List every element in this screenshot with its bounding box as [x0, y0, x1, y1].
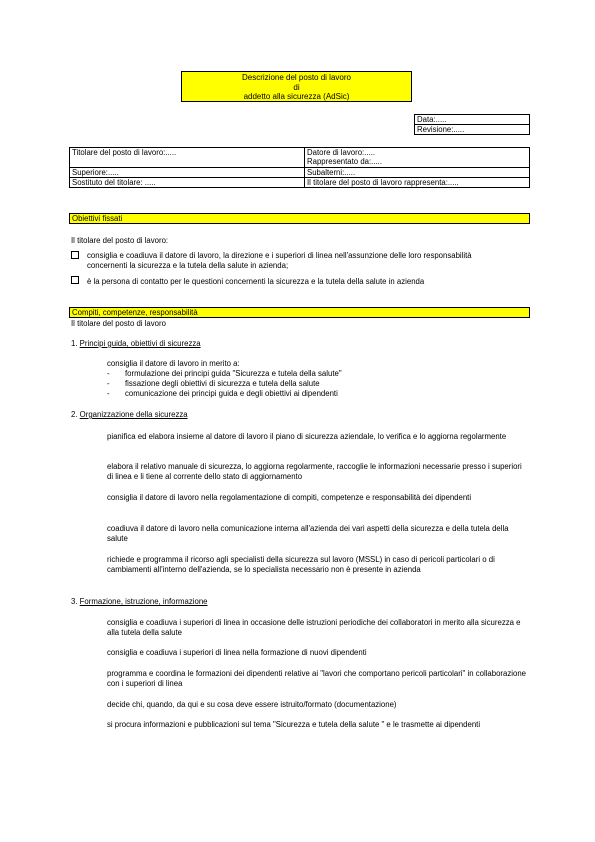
document-title-box: [181, 71, 412, 102]
section-2-heading: [71, 410, 188, 420]
title-line-1: Descrizione del posto di lavoro: [242, 73, 351, 82]
bullet-text: comunicazione dei principi guida e degli obiettivi ai dipendenti: [125, 389, 338, 398]
employer-field: Datore di lavoro:.....: [307, 148, 376, 157]
section-1-heading: [71, 339, 201, 349]
section-2-para-1: pianifica ed elabora insieme al datore di lavoro il piano di sicurezza aziendale, lo verifica e lo aggiorna regolarmente: [107, 432, 507, 441]
substitute-cell[interactable]: Sostituto del titolare: .....: [70, 178, 305, 188]
subordinates-cell[interactable]: Subalterni:.....: [305, 168, 530, 178]
section-1-lead: consiglia il datore di lavoro in merito a:: [107, 359, 240, 368]
bullet-text: formulazione dei principi guida "Sicurezza e tutela della salute": [125, 369, 342, 378]
section-3-number: 3.: [71, 597, 80, 606]
section-2-para-5: richiede e programma il ricorso agli specialisti della sicurezza sul lavoro (MSSL) in caso di pericoli particolari o di cambiamenti all'interno dell'azienda, se lo specialista necessario non è presente in azienda: [107, 555, 495, 574]
section-2-para-2: elabora il relativo manuale di sicurezza, lo aggiorna regolarmente, raccoglie le informazioni necessarie presso i superiori di linea e li tiene al corrente dello stato di aggiornamento: [107, 462, 522, 481]
section-objectives-heading: Obiettivi fissati: [69, 213, 530, 224]
section-1-number: 1.: [71, 339, 80, 348]
section-1-title: Principi guida, obiettivi di sicurezza: [79, 339, 201, 348]
job-info-table: [69, 147, 530, 188]
section-3-para-2: consiglia e coadiuva i superiori di linea nella formazione di nuovi dipendenti: [107, 648, 367, 657]
revision-field[interactable]: Revisione:.....: [415, 125, 530, 135]
superior-cell[interactable]: Superiore:.....: [70, 168, 305, 178]
dash-icon: -: [107, 379, 110, 388]
section-3-heading: [71, 597, 208, 607]
bullet-text: fissazione degli obiettivi di sicurezza e tutela della salute: [125, 379, 320, 388]
represented-field: Rappresentato da:.....: [307, 157, 382, 166]
checkbox-icon[interactable]: [71, 251, 79, 259]
section-1-bullet-3: [107, 389, 338, 399]
represents-cell[interactable]: Il titolare del posto di lavoro rappresenta:.....: [305, 178, 530, 188]
section-2-para-3: consiglia il datore di lavoro nella regolamentazione di compiti, competenze e responsabilità dei dipendenti: [107, 493, 472, 502]
section-2-title: Organizzazione della sicurezza: [79, 410, 188, 419]
title-line-3: addetto alla sicurezza (AdSic): [243, 92, 350, 101]
employer-cell[interactable]: [305, 148, 530, 168]
tasks-intro: Il titolare del posto di lavoro: [71, 319, 166, 328]
objectives-intro: Il titolare del posto di lavoro:: [71, 236, 169, 245]
section-3-para-1: consiglia e coadiuva i superiori di linea in occasione delle istruzioni periodiche dei collaboratori in merito alla sicurezza e alla tutela della salute: [107, 618, 521, 637]
holder-cell[interactable]: Titolare del posto di lavoro:.....: [70, 148, 305, 168]
objective-item-2: [71, 276, 541, 287]
date-revision-box: [414, 114, 530, 135]
checkbox-icon[interactable]: [71, 276, 79, 284]
section-1-bullet-1: [107, 369, 342, 379]
section-2-number: 2.: [71, 410, 80, 419]
dash-icon: -: [107, 389, 110, 398]
section-tasks-heading: Compiti, competenze, responsabilità: [69, 307, 530, 318]
objective-text-2: è la persona di contatto per le questioni concernenti la sicurezza e la tutela della salute in azienda: [87, 277, 425, 286]
section-3-para-4: decide chi, quando, da qui e su cosa deve essere istruito/formato (documentazione): [107, 700, 397, 709]
section-3-para-3: programma e coordina le formazioni dei dipendenti relative ai "lavori che comportano pericoli particolari" in collaborazione con i superiori di linea: [107, 669, 526, 688]
date-field[interactable]: Data:.....: [415, 115, 530, 125]
section-3-para-5: si procura informazioni e pubblicazioni sul tema "Sicurezza e tutela della salute " e le trasmette ai dipendenti: [107, 720, 481, 729]
section-2-para-4: coadiuva il datore di lavoro nella comunicazione interna all'azienda dei vari aspetti della sicurezza e della tutela della salute: [107, 524, 509, 543]
objective-item-1: [71, 251, 511, 270]
section-3-title: Formazione, istruzione, informazione: [79, 597, 208, 606]
section-1-bullet-2: [107, 379, 320, 389]
title-line-2: di: [293, 82, 300, 92]
objective-text-1: consiglia e coadiuva il datore di lavoro, la direzione e i superiori di linea nell'assunzione delle loro responsabilità concernenti la sicurezza e la tutela della salute in azienda;: [87, 251, 472, 270]
dash-icon: -: [107, 369, 110, 378]
